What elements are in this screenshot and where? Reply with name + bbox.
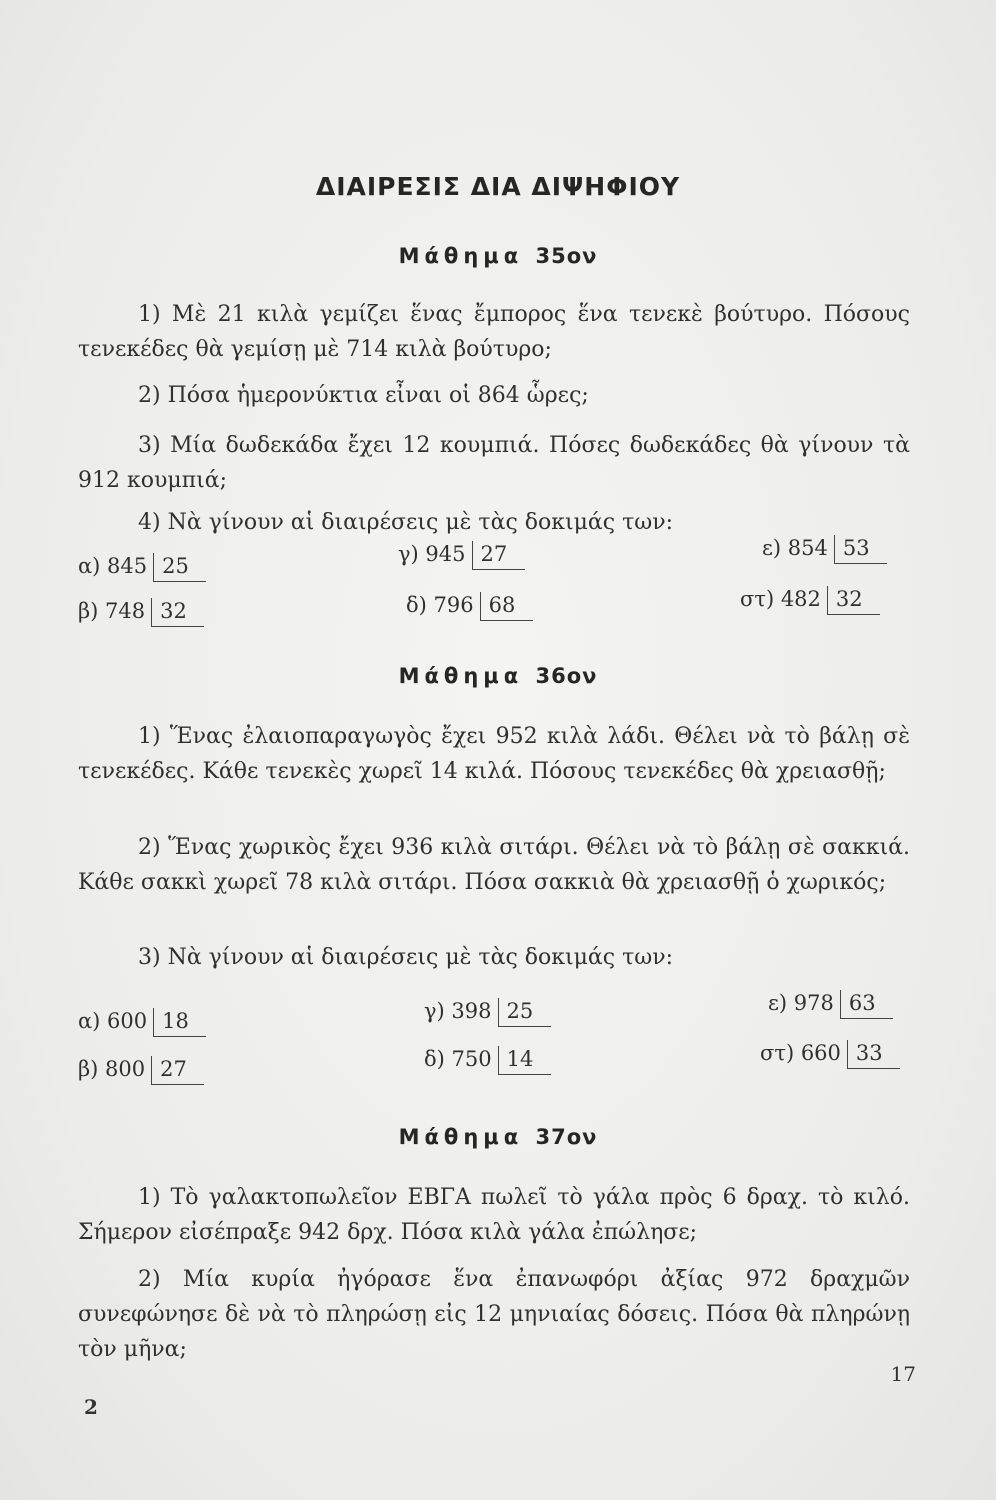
exercise-divisor: 33 xyxy=(847,1040,900,1069)
exercise-divisor: 27 xyxy=(472,541,525,570)
exercise-item xyxy=(760,1040,900,1069)
lesson-36-problem-3: 3) Νὰ γίνουν αἱ διαιρέσεις μὲ τὰς δοκιμάς των: xyxy=(138,945,673,970)
exercise-item xyxy=(768,990,893,1019)
exercise-item xyxy=(424,998,551,1027)
lesson-36-problem-1: 1) Ἕνας ἐλαιοπαραγωγὸς ἔχει 952 κιλὰ λάδι. Θέλει νὰ τὸ βάλῃ σὲ τενεκέδες. Κάθε τενεκὲς χωρεῖ 14 κιλά. Πόσους τενεκέδες θὰ χρειασθῇ; xyxy=(78,724,910,784)
exercise-divisor: 53 xyxy=(834,535,887,564)
lesson-37-problem-2: 2) Μία κυρία ἠγόρασε ἕνα ἐπανωφόρι ἀξίας 972 δραχμῶν συνεφώνησε δὲ νὰ τὸ πληρώσῃ εἰς 12 μηνιαίας δόσεις. Πόσα θὰ πληρώνῃ τὸν μῆνα; xyxy=(78,1267,910,1362)
exercise-divisor: 32 xyxy=(827,586,880,615)
exercise-item xyxy=(424,1046,551,1075)
lesson-heading-word: Μάθημα xyxy=(398,1125,524,1149)
exercise-divisor: 14 xyxy=(498,1046,551,1075)
exercise-item xyxy=(78,1008,206,1037)
lesson-35-problem-4: 4) Νὰ γίνουν αἱ διαιρέσεις μὲ τὰς δοκιμάς των: xyxy=(138,510,673,535)
exercise-dividend: β) 748 xyxy=(78,599,146,623)
exercise-divisor: 18 xyxy=(153,1008,206,1037)
exercise-dividend: β) 800 xyxy=(78,1057,146,1081)
page-title: ΔΙΑΙΡΕΣΙΣ ΔΙΑ ΔΙΨΗΦΙΟΥ xyxy=(315,172,681,201)
lesson-35-problem-3: 3) Μία δωδεκάδα ἔχει 12 κουμπιά. Πόσες δωδεκάδες θὰ γίνουν τὰ 912 κουμπιά; xyxy=(78,433,910,493)
exercise-divisor: 25 xyxy=(153,553,206,582)
exercise-item xyxy=(78,598,204,627)
exercise-dividend: α) 600 xyxy=(78,1009,148,1033)
signature-mark: 2 xyxy=(84,1395,98,1419)
page-number: 17 xyxy=(890,1362,916,1386)
lesson-35-problem-2: 2) Πόσα ἡμερονύκτια εἶναι οἱ 864 ὧρες; xyxy=(138,383,589,408)
lesson-heading-36 xyxy=(0,664,996,688)
lesson-heading-35 xyxy=(0,244,996,268)
exercise-dividend: γ) 398 xyxy=(424,999,492,1023)
lesson-heading-number: 36ον xyxy=(535,664,598,688)
lesson-35-problem-1: 1) Μὲ 21 κιλὰ γεμίζει ἕνας ἔμπορος ἕνα τενεκὲ βούτυρο. Πόσους τενεκέδες θὰ γεμίσῃ μὲ 714 κιλὰ βούτυρο; xyxy=(78,302,910,362)
lesson-heading-number: 35ον xyxy=(535,244,598,268)
lesson-heading-word: Μάθημα xyxy=(398,664,524,688)
exercise-item xyxy=(78,1056,204,1085)
exercise-dividend: γ) 945 xyxy=(398,542,466,566)
exercise-item xyxy=(78,553,206,582)
exercise-item xyxy=(740,586,880,615)
exercise-item xyxy=(762,535,887,564)
lesson-heading-37 xyxy=(0,1125,996,1149)
exercise-divisor: 63 xyxy=(840,990,893,1019)
exercise-dividend: ε) 854 xyxy=(762,536,828,560)
exercise-divisor: 27 xyxy=(151,1056,204,1085)
exercise-divisor: 68 xyxy=(480,592,533,621)
exercise-item xyxy=(406,592,533,621)
exercise-divisor: 25 xyxy=(498,998,551,1027)
exercise-divisor: 32 xyxy=(151,598,204,627)
lesson-heading-word: Μάθημα xyxy=(398,244,524,268)
exercise-dividend: α) 845 xyxy=(78,554,148,578)
exercise-dividend: δ) 750 xyxy=(424,1047,492,1071)
exercise-dividend: στ) 482 xyxy=(740,587,821,611)
lesson-36-problem-2: 2) Ἕνας χωρικὸς ἔχει 936 κιλὰ σιτάρι. Θέλει νὰ τὸ βάλῃ σὲ σακκιά. Κάθε σακκὶ χωρεῖ 78 κιλὰ σιτάρι. Πόσα σακκιὰ θὰ χρειασθῇ ὁ χωρικός; xyxy=(78,835,910,895)
exercise-dividend: δ) 796 xyxy=(406,593,474,617)
exercise-item xyxy=(398,541,525,570)
exercise-dividend: ε) 978 xyxy=(768,991,834,1015)
exercise-dividend: στ) 660 xyxy=(760,1041,841,1065)
lesson-37-problem-1: 1) Τὸ γαλακτοπωλεῖον ΕΒΓΑ πωλεῖ τὸ γάλα πρὸς 6 δραχ. τὸ κιλό. Σήμερον εἰσέπραξε 942 δρχ. Πόσα κιλὰ γάλα ἐπώλησε; xyxy=(78,1185,910,1245)
lesson-heading-number: 37ον xyxy=(535,1125,598,1149)
